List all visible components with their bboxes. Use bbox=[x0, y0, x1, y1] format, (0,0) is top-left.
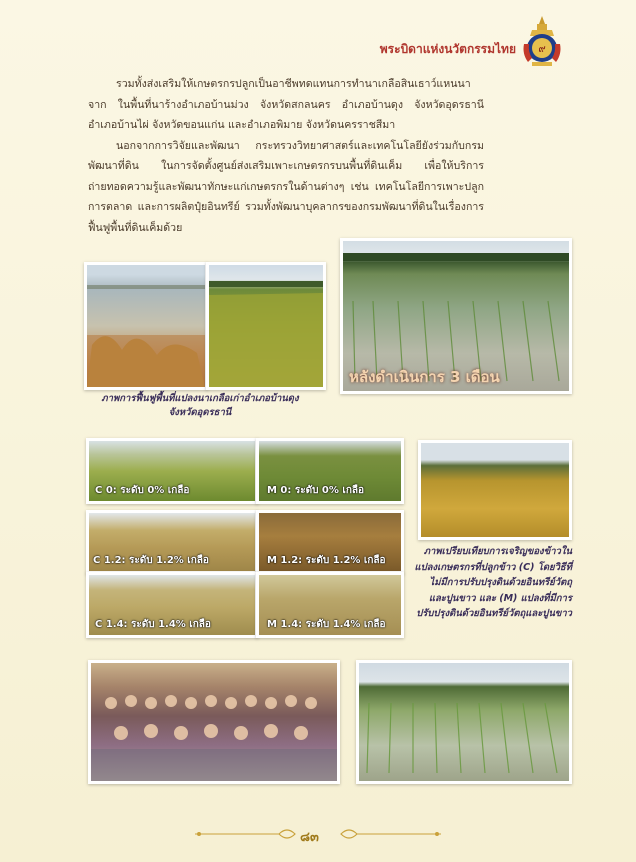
golden-rice-photo bbox=[418, 440, 572, 540]
group-photo bbox=[88, 660, 340, 784]
header-title: พระบิดาแห่งนวัตกรรมไทย bbox=[379, 42, 516, 56]
grid-photo-m14 bbox=[256, 572, 404, 638]
body-text bbox=[88, 74, 484, 238]
page-number: ๘๓ bbox=[300, 830, 319, 845]
restore-caption: ภาพการฟื้นฟูพื้นที่แปลงนาเกลือเก่าอำเภอบ้านดุง จังหวัดอุดรธานี bbox=[101, 393, 299, 418]
grid-label-m12: M 1.2: ระดับ 1.2% เกลือ bbox=[267, 555, 386, 566]
paragraph-2: นอกจากการวิจัยและพัฒนา กระทรวงวิทยาศาสตร์และเทคโนโลยียังร่วมกับกรมพัฒนาที่ดิน ในการจัดตั้งศูนย์ส่งเสริมเพาะเกษตรกรบนพื้นที่ดินเค็ม เพื่อให้บริการถ่ายทอดความรู้และพัฒนาทักษะแก่เกษตรกรในด้านต่างๆ เช่น เทคโนโลยีการเพาะปลูก การตลาด และการผลิตปุ๋ยอินทรีย์ รวมทั้งพัฒนาบุคลากรของกรมพัฒนาที่ดินในเรื่องการฟื้นฟูพื้นที่ดินเค็มด้วย bbox=[88, 139, 484, 234]
grid-photo-c14 bbox=[86, 572, 258, 638]
compare-caption: ภาพเปรียบเทียบการเจริญของข้าวในแปลงเกษตรกรที่ปลูกข้าว (C) โดยวิธีที่ไม่มีการปรับปรุงดินด้วยอินทรีย์วัตถุและปูนขาว และ (M) แปลงที่มีการปรับปรุงดินด้วยอินทรีย์วัตถุและปูนขาว bbox=[414, 546, 572, 619]
grid-photo-c0 bbox=[86, 438, 258, 504]
grid-photo-c12 bbox=[86, 510, 258, 574]
young-rice-field-photo bbox=[356, 660, 572, 784]
grid-photo-m0 bbox=[256, 438, 404, 504]
green-rice-field-photo bbox=[206, 262, 326, 390]
after-three-months-photo bbox=[340, 238, 572, 394]
grid-label-c12: C 1.2: ระดับ 1.2% เกลือ bbox=[93, 555, 209, 566]
grid-label-m14: M 1.4: ระดับ 1.4% เกลือ bbox=[267, 619, 386, 630]
svg-text:๙: ๙ bbox=[538, 44, 546, 55]
grid-label-c0: C 0: ระดับ 0% เกลือ bbox=[95, 485, 190, 496]
royal-emblem-icon bbox=[520, 14, 564, 68]
grid-photo-m12 bbox=[256, 510, 404, 574]
grid-label-c14: C 1.4: ระดับ 1.4% เกลือ bbox=[95, 619, 211, 630]
after-three-months-label: หลังดำเนินการ 3 เดือน bbox=[349, 368, 500, 386]
paragraph-1: รวมทั้งส่งเสริมให้เกษตรกรปลูกเป็นอาชีพทดแทนการทำนาเกลือสินเธาว์แหนนาจาก ในพื้นที่นาร้างอำเภอบ้านม่วง จังหวัดสกลนคร อำเภอบ้านดุง จังหวัดอุดรธานี อำเภอบ้านไผ่ จังหวัดขอนแก่น และอำเภอพิมาย จังหวัดนครราชสีมา bbox=[88, 78, 484, 131]
flooded-salt-field-photo bbox=[84, 262, 208, 390]
grid-label-m0: M 0: ระดับ 0% เกลือ bbox=[267, 485, 365, 496]
